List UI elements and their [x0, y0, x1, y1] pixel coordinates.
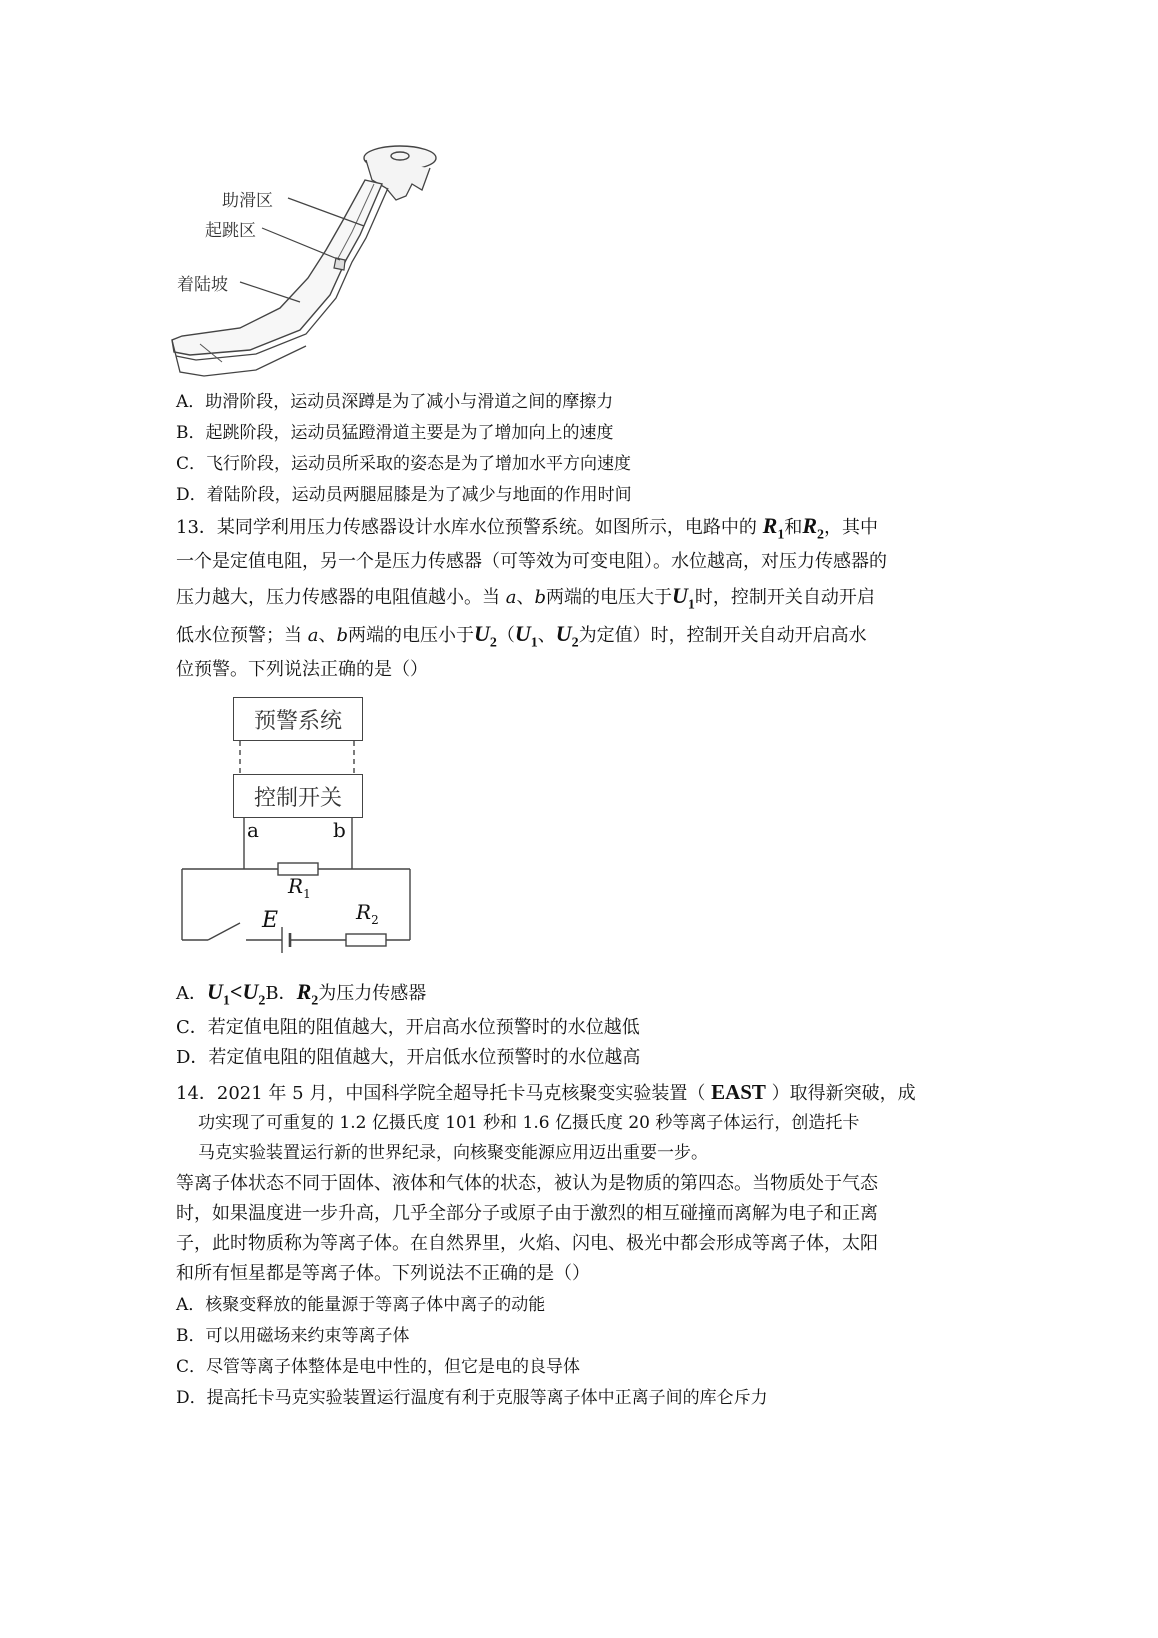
q12-option-c: C．飞行阶段，运动员所采取的姿态是为了增加水平方向速度 [176, 454, 632, 474]
q14-option-a: A．核聚变释放的能量源于等离子体中离子的动能 [176, 1295, 546, 1315]
q13-line-2: 一个是定值电阻，另一个是压力传感器（可等效为可变电阻）。水位越高，对压力传感器的 [176, 551, 887, 572]
q12-option-d: D．着陆阶段，运动员两腿屈膝是为了减少与地面的作用时间 [176, 485, 632, 505]
q13-line-5: 位预警。下列说法正确的是（） [176, 659, 428, 680]
control-switch-box: 控制开关 [233, 774, 363, 818]
q14-line-1: 14．2021 年 5 月，中国科学院全超导托卡马克核聚变实验装置（ EAST ）取得新突破，成 [176, 1080, 916, 1104]
warning-system-box: 预警系统 [233, 697, 363, 741]
terminal-b-label: b [333, 818, 346, 842]
ski-jump-figure [160, 140, 460, 385]
r2-label: $R_2$ [356, 900, 379, 927]
q13-line-1: 13．某同学利用压力传感器设计水库水位预警系统。如图所示，电路中的 $R_1$和$R_2$，其中 [176, 513, 879, 543]
terminal-a-label: a [247, 818, 259, 842]
label-takeoff-zone: 起跳区 [205, 221, 256, 241]
q14-line-3: 马克实验装置运行新的世界纪录，向核聚变能源应用迈出重要一步。 [198, 1143, 708, 1163]
q14-line-2: 功实现了可重复的 1.2 亿摄氏度 101 秒和 1.6 亿摄氏度 20 秒等离子体运行，创造托卡 [198, 1113, 860, 1133]
q12-option-a: A．助滑阶段，运动员深蹲是为了减小与滑道之间的摩擦力 [176, 392, 614, 412]
circuit-figure [170, 735, 420, 965]
r1-label: $R_1$ [288, 874, 311, 901]
q14-para-3: 子，此时物质称为等离子体。在自然界里，火焰、闪电、极光中都会形成等离子体，太阳 [176, 1233, 878, 1254]
q13-option-ab: A．$U_1<U_2B$．$R_2$为压力传感器 [176, 979, 427, 1009]
q13-line-4: 低水位预警；当 a、b两端的电压小于$U_2(U_1$、$U_2$为定值）时，控制开关自动开启高水 [176, 621, 867, 651]
r2-symbol: $R_2$ [802, 513, 825, 543]
q14-para-4: 和所有恒星都是等离子体。下列说法不正确的是（） [176, 1263, 590, 1284]
label-run-up-zone: 助滑区 [222, 191, 273, 211]
r1-symbol: $R_1$ [762, 513, 785, 543]
q13-option-d: D．若定值电阻的阻值越大，开启低水位预警时的水位越高 [176, 1047, 641, 1068]
q14-para-2: 时，如果温度进一步升高，几乎全部分子或原子由于激烈的相互碰撞而离解为电子和正离 [176, 1203, 878, 1224]
label-landing-slope: 着陆坡 [177, 275, 228, 295]
q13-line-3: 压力越大，压力传感器的电阻值越小。当 a、b两端的电压大于$U_1$时，控制开关自动开启 [176, 583, 875, 613]
battery-e-label: E [262, 908, 279, 933]
q14-option-d: D．提高托卡马克实验装置运行温度有利于克服等离子体中正离子间的库仑斥力 [176, 1388, 768, 1408]
q13-option-c: C．若定值电阻的阻值越大，开启高水位预警时的水位越低 [176, 1017, 640, 1038]
q14-option-c: C．尽管等离子体整体是电中性的，但它是电的良导体 [176, 1357, 581, 1377]
q14-para-1: 等离子体状态不同于固体、液体和气体的状态，被认为是物质的第四态。当物质处于气态 [176, 1173, 878, 1194]
q14-option-b: B．可以用磁场来约束等离子体 [176, 1326, 410, 1346]
q12-option-b: B．起跳阶段，运动员猛蹬滑道主要是为了增加向上的速度 [176, 423, 614, 443]
